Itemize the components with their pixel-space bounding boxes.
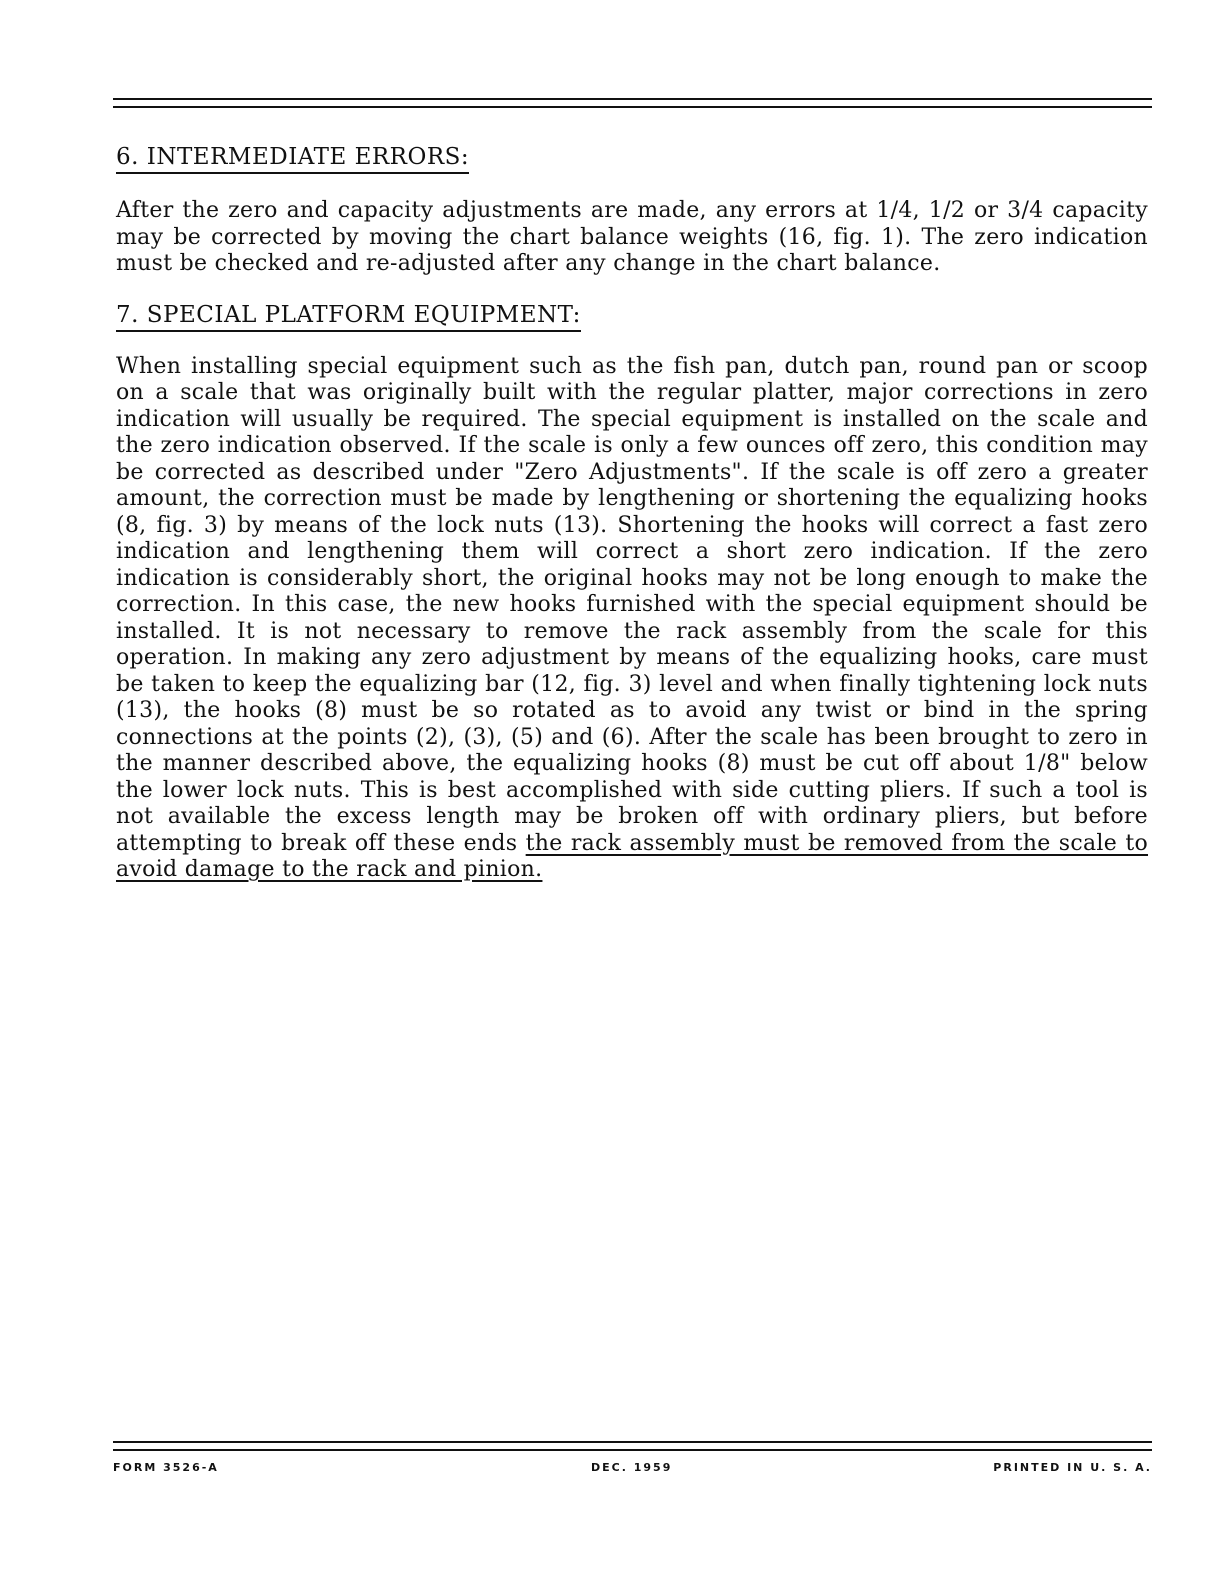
section-7-underlined-warning: the rack assembly must be removed from the scale to avoid damage to the rack and pinion. — [116, 830, 1149, 882]
section-7 — [116, 300, 1148, 884]
bottom-double-rule — [113, 1441, 1152, 1451]
footer-date: DEC. 1959 — [591, 1461, 673, 1474]
page-content — [116, 142, 1148, 884]
footer-form-number: FORM 3526-A — [113, 1461, 219, 1474]
section-6-heading: 6. INTERMEDIATE ERRORS: — [116, 142, 469, 174]
section-6 — [116, 142, 1148, 278]
section-6-body: After the zero and capacity adjustments are made, any errors at 1/4, 1/2 or 3/4 capacity may be corrected by moving the chart balance weights (16, fig. 1). The zero indication must be checked and re-adjusted after any change in the chart balance. — [116, 198, 1148, 276]
section-7-body — [116, 354, 1148, 884]
section-7-body-text: When installing special equipment such as the fish pan, dutch pan, round pan or scoop on a scale that was originally built with the regular platter, major corrections in zero indication will usually be required. The special equipment is installed on the scale and the zero indication observed. If the scale is only a few ounces off zero, this condition may be corrected as described under "Zero Adjustments". If the scale is off zero a greater amount, the correction must be made by lengthening or shortening the equalizing hooks (8, fig. 3) by means of the lock nuts (13). Shortening the hooks will correct a fast zero indication and lengthening them will correct a short zero indication. If the zero indication is considerably short, the original hooks may not be long enough to make the correction. In this case, the new hooks furnished with the special equipment should be installed. It is not necessary to remove the rack assembly from the scale for this operation. In making any zero adjustment by means of the equalizing hooks, care must be taken to keep the equalizing bar (12, fig. 3) level and when finally tightening lock nuts (13), the hooks (8) must be so rotated as to avoid any twist or bind in the spring connections at the points (2), (3), (5) and (6). After the scale has been brought to zero in the manner described above, the equalizing hooks (8) must be cut off about 1/8" below the lower lock nuts. This is best accomplished with side cutting pliers. If such a tool is not available the excess length may be broken off with ordinary pliers, but before attempting to break off these ends — [116, 353, 1148, 856]
section-7-heading: 7. SPECIAL PLATFORM EQUIPMENT: — [116, 300, 581, 332]
top-double-rule — [113, 98, 1152, 108]
footer-printed-in: PRINTED IN U. S. A. — [993, 1461, 1152, 1474]
